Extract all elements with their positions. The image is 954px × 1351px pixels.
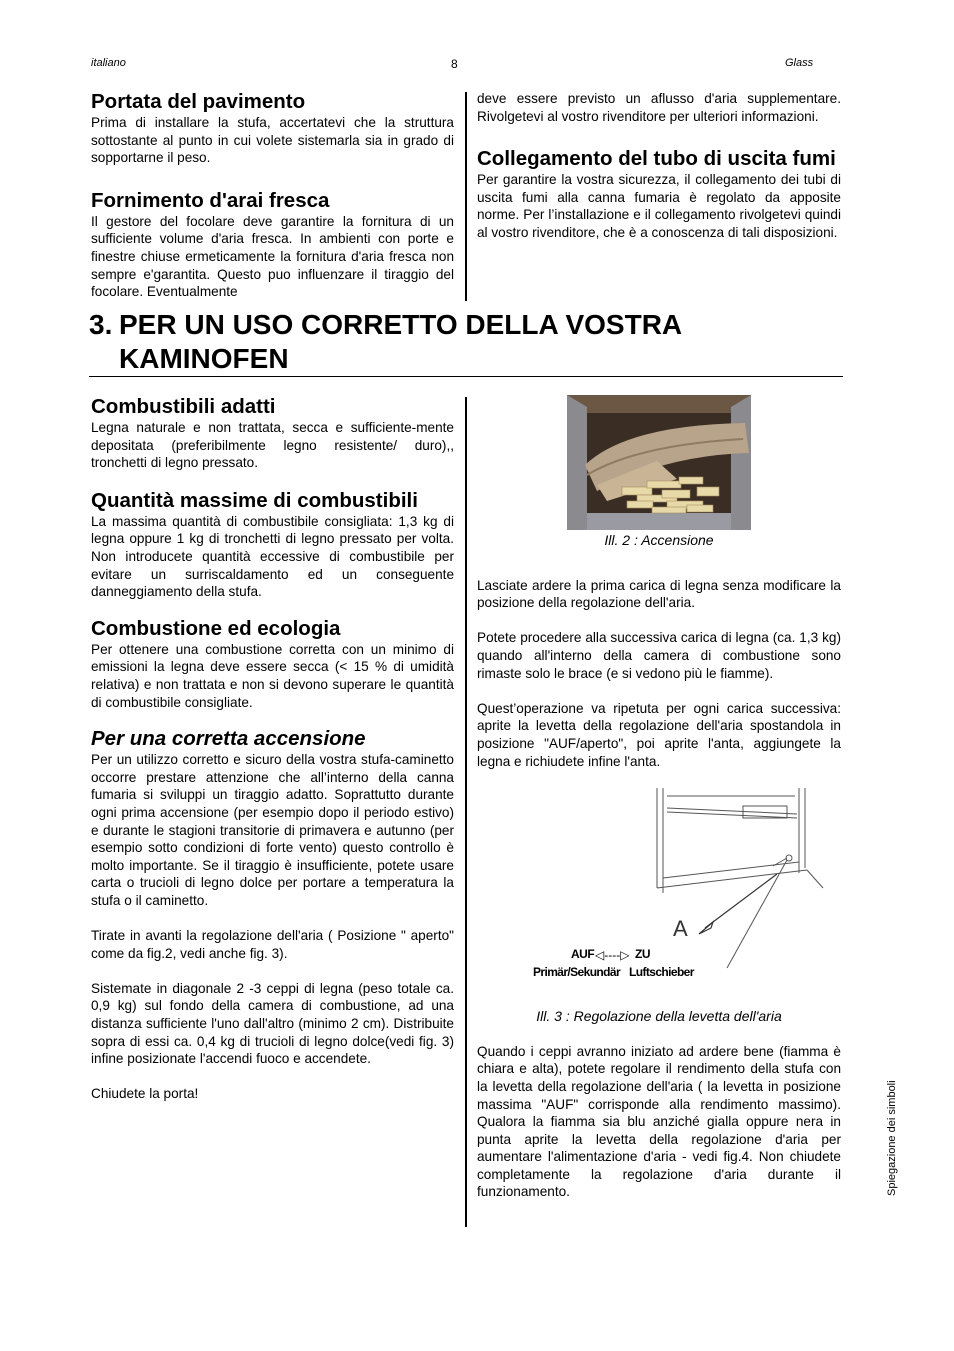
left-bottom-column <box>91 395 454 1103</box>
chapter-title-line2: KAMINOFEN <box>119 343 289 374</box>
paragraph-repeat: Quest’operazione va ripetuta per ogni carica successiva: aprite la levetta della regolazione dell'aria spostandola in posizione "AUF/aperto", poi aprite l'anta, aggiungete la legna e richiudete infine l'anta. <box>477 700 841 769</box>
chapter-title-line1: PER UN USO CORRETTO DELLA VOSTRA <box>119 309 683 340</box>
paragraph-next-load: Potete procedere alla successiva carica di legna (ca. 1,3 kg) quando all'interno della camera di combustione sono rimaste solo le brace (e si vedono più le fiamme). <box>477 630 841 681</box>
chapter-title <box>89 308 849 376</box>
section-title-max-fuel: Quantità massime di combustibili <box>91 488 418 512</box>
section-text-flue-connection: Per garantire la vostra sicurezza, il collegamento dei tubi di uscita fumi alla canna fumaria è regolato da apposite norme. Per l’installazione e il collegamento rivolgetevi quindi al vostro rivenditore, che è a conoscenza di tali disposizioni. <box>477 172 841 240</box>
chapter-number: 3. <box>89 309 113 340</box>
section-title-ignition: Per una corretta accensione <box>91 727 366 751</box>
section-title-fuels: Combustibili adatti <box>91 395 276 418</box>
section-text-ignition-2: Tirate in avanti la regolazione dell'aria ( Posizione " aperto" come da fig.2, vedi anche fig. 3). <box>91 928 454 961</box>
section-text-max-fuel: La massima quantità di combustibile consigliata: 1,3 kg di legna oppure 1 kg di tronchetti di legno pressato per volta. Non introducete quantità eccessive di combustibile per evitare un surriscaldamento ed un conseguente danneggiamento della stufa. <box>91 513 454 600</box>
page-number: 8 <box>451 57 458 71</box>
left-top-column <box>91 90 454 301</box>
section-text-floor-capacity: Prima di installare la stufa, accertatevi che la struttura sottostante al punto in cui volete sistemarla sia in grado di sopportarne il peso. <box>91 115 454 166</box>
section-text-ecology: Per ottenere una combustione corretta con un minimo di emissioni la legna deve essere secca (< 15 % di umidità relativa) e non trattata e non si devono superare le quantità di combustibile consigliate. <box>91 641 454 710</box>
diagram-label-primar: Primär/Sekundär <box>533 965 621 980</box>
section-text-fresh-air-continued: deve essere previsto un aflusso d'aria supplementare. Rivolgetevi al vostro rivenditore per ulteriori informazioni. <box>477 91 841 124</box>
column-divider-top <box>465 92 467 301</box>
right-bottom-column <box>477 395 841 1201</box>
chapter-rule <box>89 376 843 377</box>
column-divider-bottom <box>465 397 467 1227</box>
diagram-label-auf: AUF <box>571 947 595 962</box>
header-product: Glass <box>785 57 814 69</box>
section-text-fresh-air: Il gestore del focolare deve garantire la fornitura di un sufficiente volume d'aria fresca. In ambienti con porte e finestre chiuse ermeticamente la fornitura d'aria fresca non sempre e'garantita. Questo puo influenzare il tiraggio del focolare. Eventualmente <box>91 213 454 300</box>
section-title-ecology: Combustione ed ecologia <box>91 616 341 640</box>
section-title-floor-capacity: Portata del pavimento <box>91 90 306 113</box>
section-title-fresh-air: Fornimento d'arai fresca <box>91 188 330 212</box>
diagram-label-zu: ZU <box>635 947 650 962</box>
firewood-photo <box>567 395 751 530</box>
paragraph-first-load: Lasciate ardere la prima carica di legna senza modificare la posizione della regolazione dell'aria. <box>477 577 841 611</box>
section-text-ignition-4: Chiudete la porta! <box>91 1086 199 1102</box>
header-language: italiano <box>91 57 126 69</box>
section-text-ignition-3: Sistemate in diagonale 2 -3 ceppi di legna (peso totale ca. 0,9 kg) sul fondo della camera di combustione, ad una distanza sufficiente l'uno dall'altro (minimo 2 cm). Distribuite sopra di essi ca. 0,4 kg di trucioli di legno dolce(vedi fig. 3) infine posizionate l'accendi fuoco e accendete. <box>91 980 454 1067</box>
figure-3-caption: Ill. 3 : Regolazione della levetta dell'aria <box>536 1008 782 1025</box>
section-text-fuels: Legna naturale e non trattata, secca e sufficiente-mente depositata (preferibilmente legno resistente/ duro),, tronchetti di legno pressato. <box>91 420 454 471</box>
air-lever-diagram <box>477 788 841 998</box>
section-text-ignition-1: Per un utilizzo corretto e sicuro della vostra stufa-caminetto occorre prestare attenzione che all’interno della canna fumaria si sviluppi un tiraggio adatto. Soprattutto durante ogni prima accensione (per esempio dopo il periodo estivo) e durante le stagioni transitorie di primavera e autunno (per esempio sotto condizioni di forte vento) questo controllo è molto importante. Se il tiraggio è insufficiente, potete usare carta o trucioli di legno dolce per portare a temperatura la stufa o il caminetto. <box>91 752 454 908</box>
paragraph-burning: Quando i ceppi avranno iniziato ad ardere bene (fiamma è chiara e alta), potete regolare il rendimento della stufa con la levetta della regolazione dell'aria ( la levetta in posizione massima "AUF" corrisponde alla rendimento massimo). Qualora la fiamma sia blu anziché gialla oppure nera in punta aprite la levetta della regolazione d'aria per aumentare l'alimentazione d'aria - vedi fig.4. Non chiudete completamente la regolazione d'aria durante il funzionamento. <box>477 1043 841 1200</box>
diagram-arrow-glyph: ◁----▷ <box>595 948 630 963</box>
diagram-label-a: A <box>673 916 688 942</box>
figure-2-caption: Ill. 2 : Accensione <box>604 532 714 548</box>
diagram-label-luftschieber: Luftschieber <box>629 965 694 980</box>
right-top-column <box>477 90 841 242</box>
section-title-flue-connection: Collegamento del tubo di uscita fumi <box>477 147 836 171</box>
side-label: Spiegazione dei simboli <box>886 1080 898 1196</box>
